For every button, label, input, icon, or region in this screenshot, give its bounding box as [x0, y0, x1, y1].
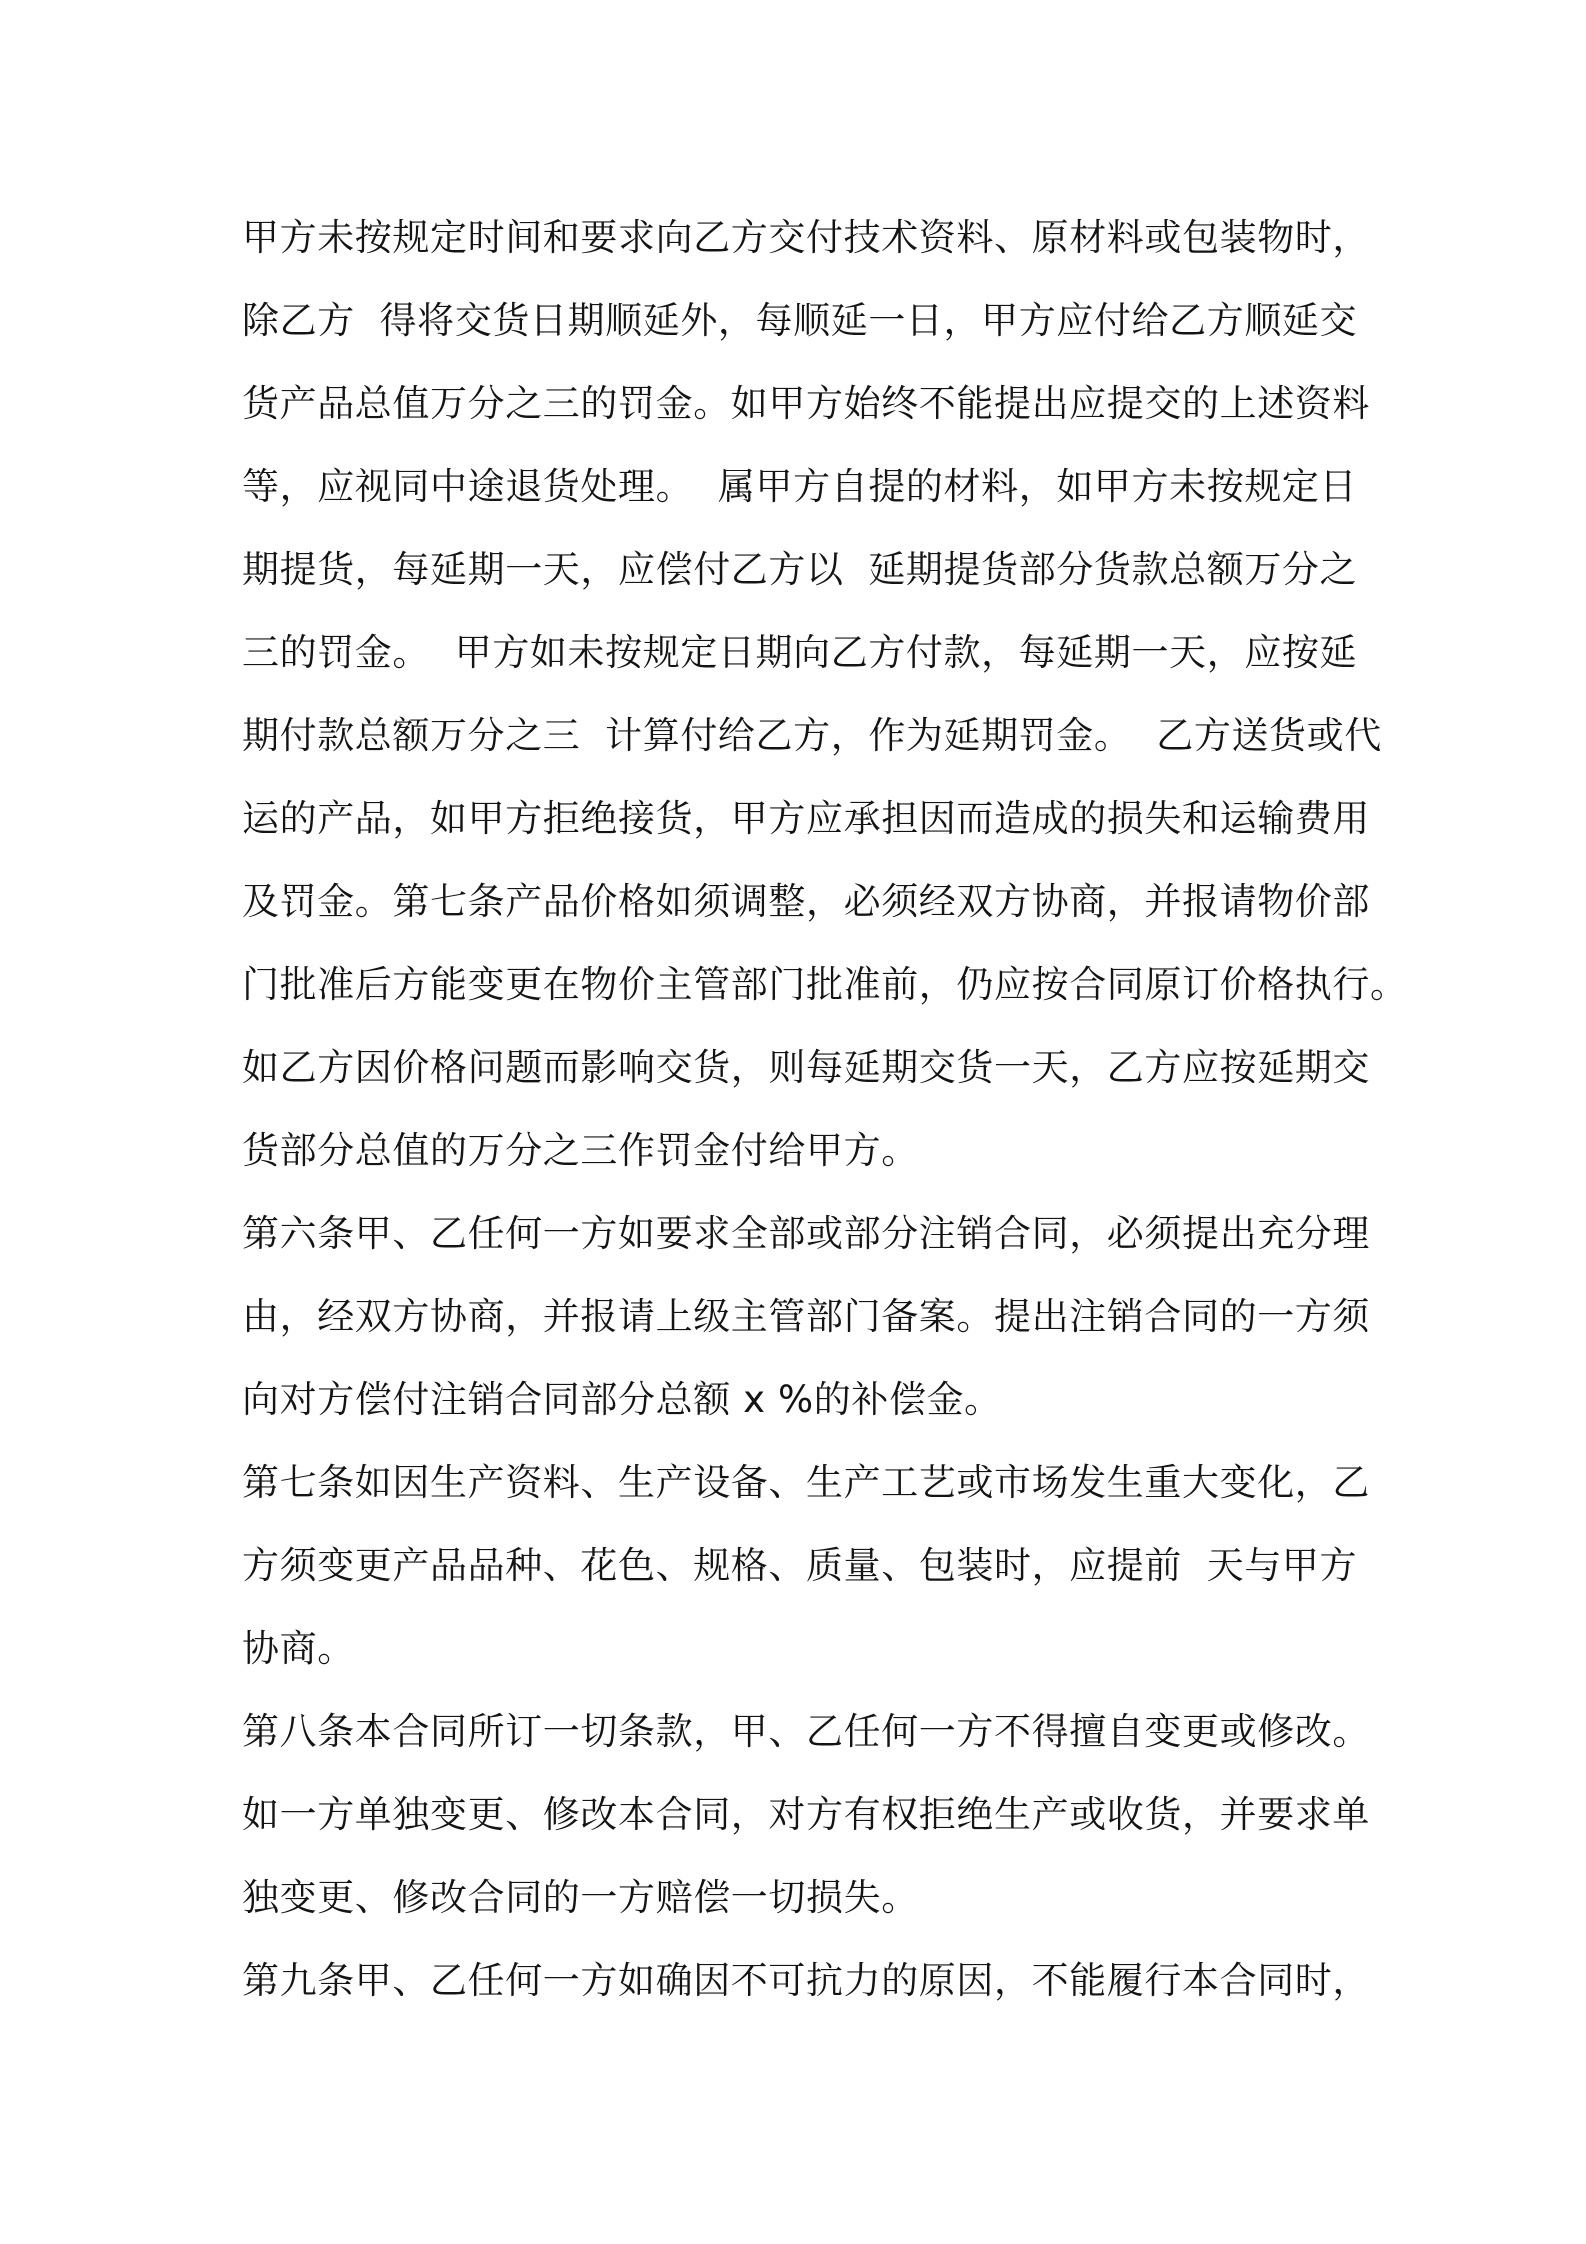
text-line: 第九条甲、乙任何一方如确因不可抗力的原因，不能履行本合同时， [242, 1959, 1370, 2002]
text-line: 门批准后方能变更在物价主管部门批准前，仍应按合同原订价格执行。 [242, 963, 1408, 1006]
text-line: 货部分总值的万分之三作罚金付给甲方。 [242, 1129, 919, 1172]
text-line: 独变更、修改合同的一方赔偿一切损失。 [242, 1876, 919, 1919]
text-line: 期付款总额万分之三 计算付给乙方，作为延期罚金。 乙方送货或代 [242, 714, 1382, 757]
text-line: 如一方单独变更、修改本合同，对方有权拒绝生产或收货，并要求单 [242, 1793, 1370, 1836]
text-line: 三的罚金。 甲方如未按规定日期向乙方付款，每延期一天，应按延 [242, 631, 1358, 674]
text-line: 协商。 [242, 1627, 355, 1670]
text-line: 及罚金。第七条产品价格如须调整，必须经双方协商，并报请物价部 [242, 880, 1370, 923]
text-line: 货产品总值万分之三的罚金。如甲方始终不能提出应提交的上述资料 [242, 382, 1370, 425]
text-line: 除乙方 得将交货日期顺延外，每顺延一日，甲方应付给乙方顺延交 [242, 299, 1358, 342]
text-line: 由，经双方协商，并报请上级主管部门备案。提出注销合同的一方须 [242, 1295, 1370, 1338]
text-line: 第六条甲、乙任何一方如要求全部或部分注销合同，必须提出充分理 [242, 1212, 1370, 1255]
text-line: 如乙方因价格问题而影响交货，则每延期交货一天，乙方应按延期交 [242, 1046, 1370, 1089]
text-line: 运的产品，如甲方拒绝接货，甲方应承担因而造成的损失和运输费用 [242, 797, 1370, 840]
text-line: 第八条本合同所订一切条款，甲、乙任何一方不得擅自变更或修改。 [242, 1710, 1370, 1753]
text-line: 第七条如因生产资料、生产设备、生产工艺或市场发生重大变化，乙 [242, 1461, 1370, 1504]
text-line: 期提货，每延期一天，应偿付乙方以 延期提货部分货款总额万分之 [242, 548, 1358, 591]
text-line: 向对方偿付注销合同部分总额 x %的补偿金。 [242, 1378, 1002, 1421]
contract-body-text [242, 196, 1408, 2022]
text-line: 等，应视同中途退货处理。 属甲方自提的材料，如甲方未按规定日 [242, 465, 1358, 508]
text-line: 甲方未按规定时间和要求向乙方交付技术资料、原材料或包装物时， [242, 216, 1370, 259]
text-line: 方须变更产品品种、花色、规格、质量、包装时，应提前 天与甲方 [242, 1544, 1358, 1587]
